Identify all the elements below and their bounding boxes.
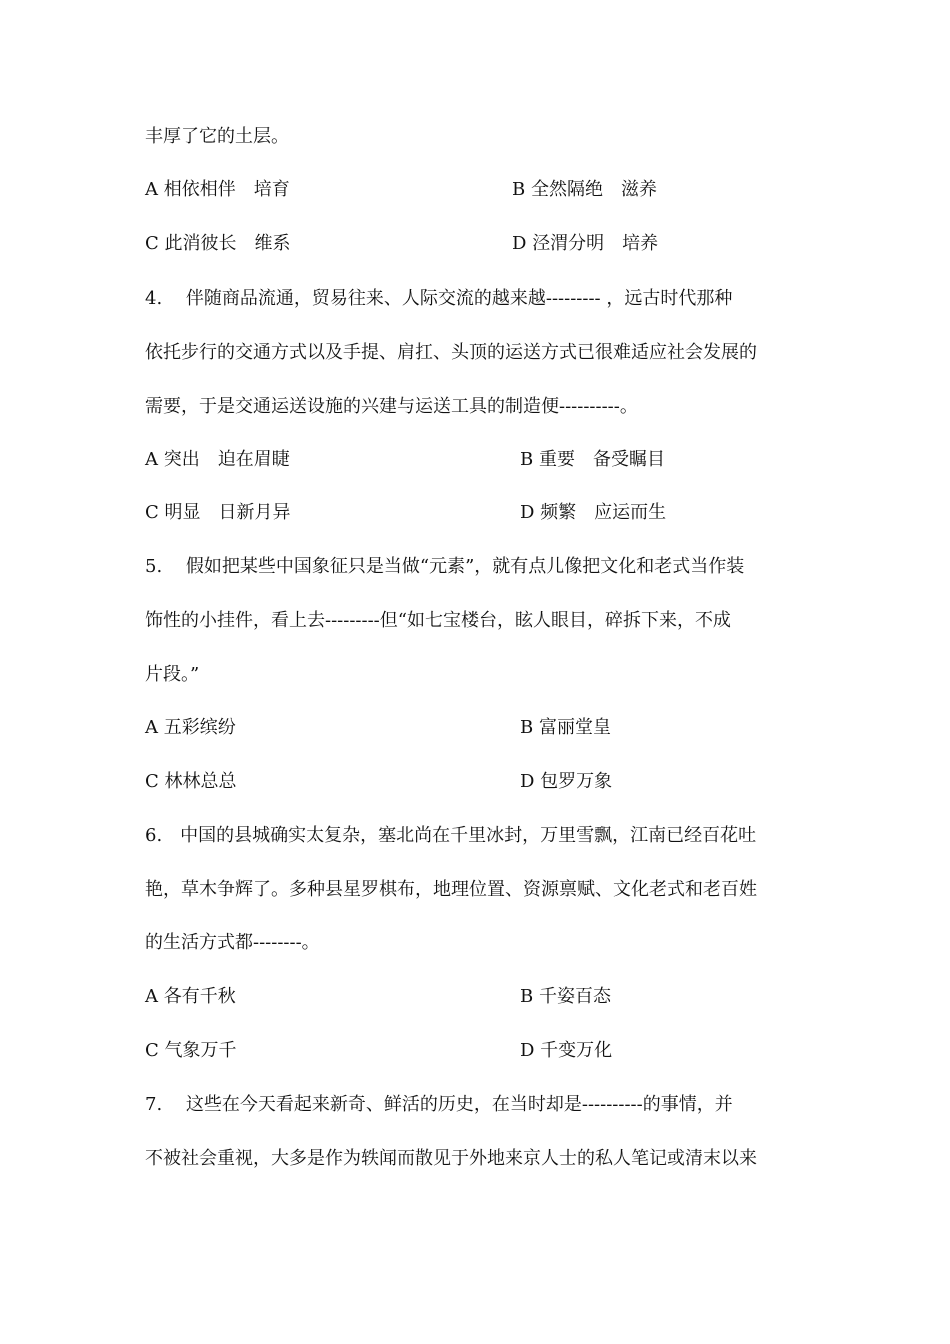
q4-option-d: D 频繁 应运而生 [520,502,667,523]
q4-text-line-1: 4. 伴随商品流通，贸易往来、人际交流的越来越--------- ，远古时代那种 [145,288,733,309]
q6-text-line-1: 6. 中国的县城确实太复杂，塞北尚在千里冰封，万里雪飘，江南已经百花吐 [145,825,757,846]
q3-option-a: A 相依相伴 培育 [145,179,290,200]
q7-text-line-1: 7. 这些在今天看起来新奇、鲜活的历史，在当时却是----------的事情，并 [145,1094,733,1115]
q5-option-d: D 包罗万象 [520,771,613,792]
q4-text-line-3: 需要，于是交通运送设施的兴建与运送工具的制造便----------。 [145,396,638,417]
q6-option-c: C 气象万千 [145,1040,237,1061]
q5-option-a: A 五彩缤纷 [145,717,236,738]
q6-text-line-3: 的生活方式都--------。 [145,932,320,953]
q5-text-line-2: 饰性的小挂件，看上去---------但“如七宝楼台，眩人眼目，碎拆下来，不成 [145,610,731,631]
q7-text-line-2: 不被社会重视，大多是作为轶闻而散见于外地来京人士的私人笔记或清末以来 [145,1148,757,1169]
q3-option-b: B 全然隔绝 滋养 [512,179,657,200]
q6-option-b: B 千姿百态 [520,986,611,1007]
q4-option-b: B 重要 备受瞩目 [520,449,665,470]
q4-option-c: C 明显 日新月异 [145,502,291,523]
q5-option-b: B 富丽堂皇 [520,717,611,738]
q5-option-c: C 林林总总 [145,771,237,792]
q4-text-line-2: 依托步行的交通方式以及手提、肩扛、头顶的运送方式已很难适应社会发展的 [145,342,757,363]
q5-text-line-1: 5. 假如把某些中国象征只是当做“元素”，就有点儿像把文化和老式当作装 [145,556,745,577]
q3-tail-text: 丰厚了它的土层。 [145,126,289,147]
q3-option-d: D 泾渭分明 培养 [512,233,659,254]
q5-text-line-3: 片段。” [145,664,200,685]
q3-option-c: C 此消彼长 维系 [145,233,291,254]
q6-option-d: D 千变万化 [520,1040,613,1061]
q6-text-line-2: 艳，草木争辉了。多种县星罗棋布，地理位置、资源禀赋、文化老式和老百姓 [145,879,757,900]
q4-option-a: A 突出 迫在眉睫 [145,449,290,470]
q6-option-a: A 各有千秋 [145,986,236,1007]
